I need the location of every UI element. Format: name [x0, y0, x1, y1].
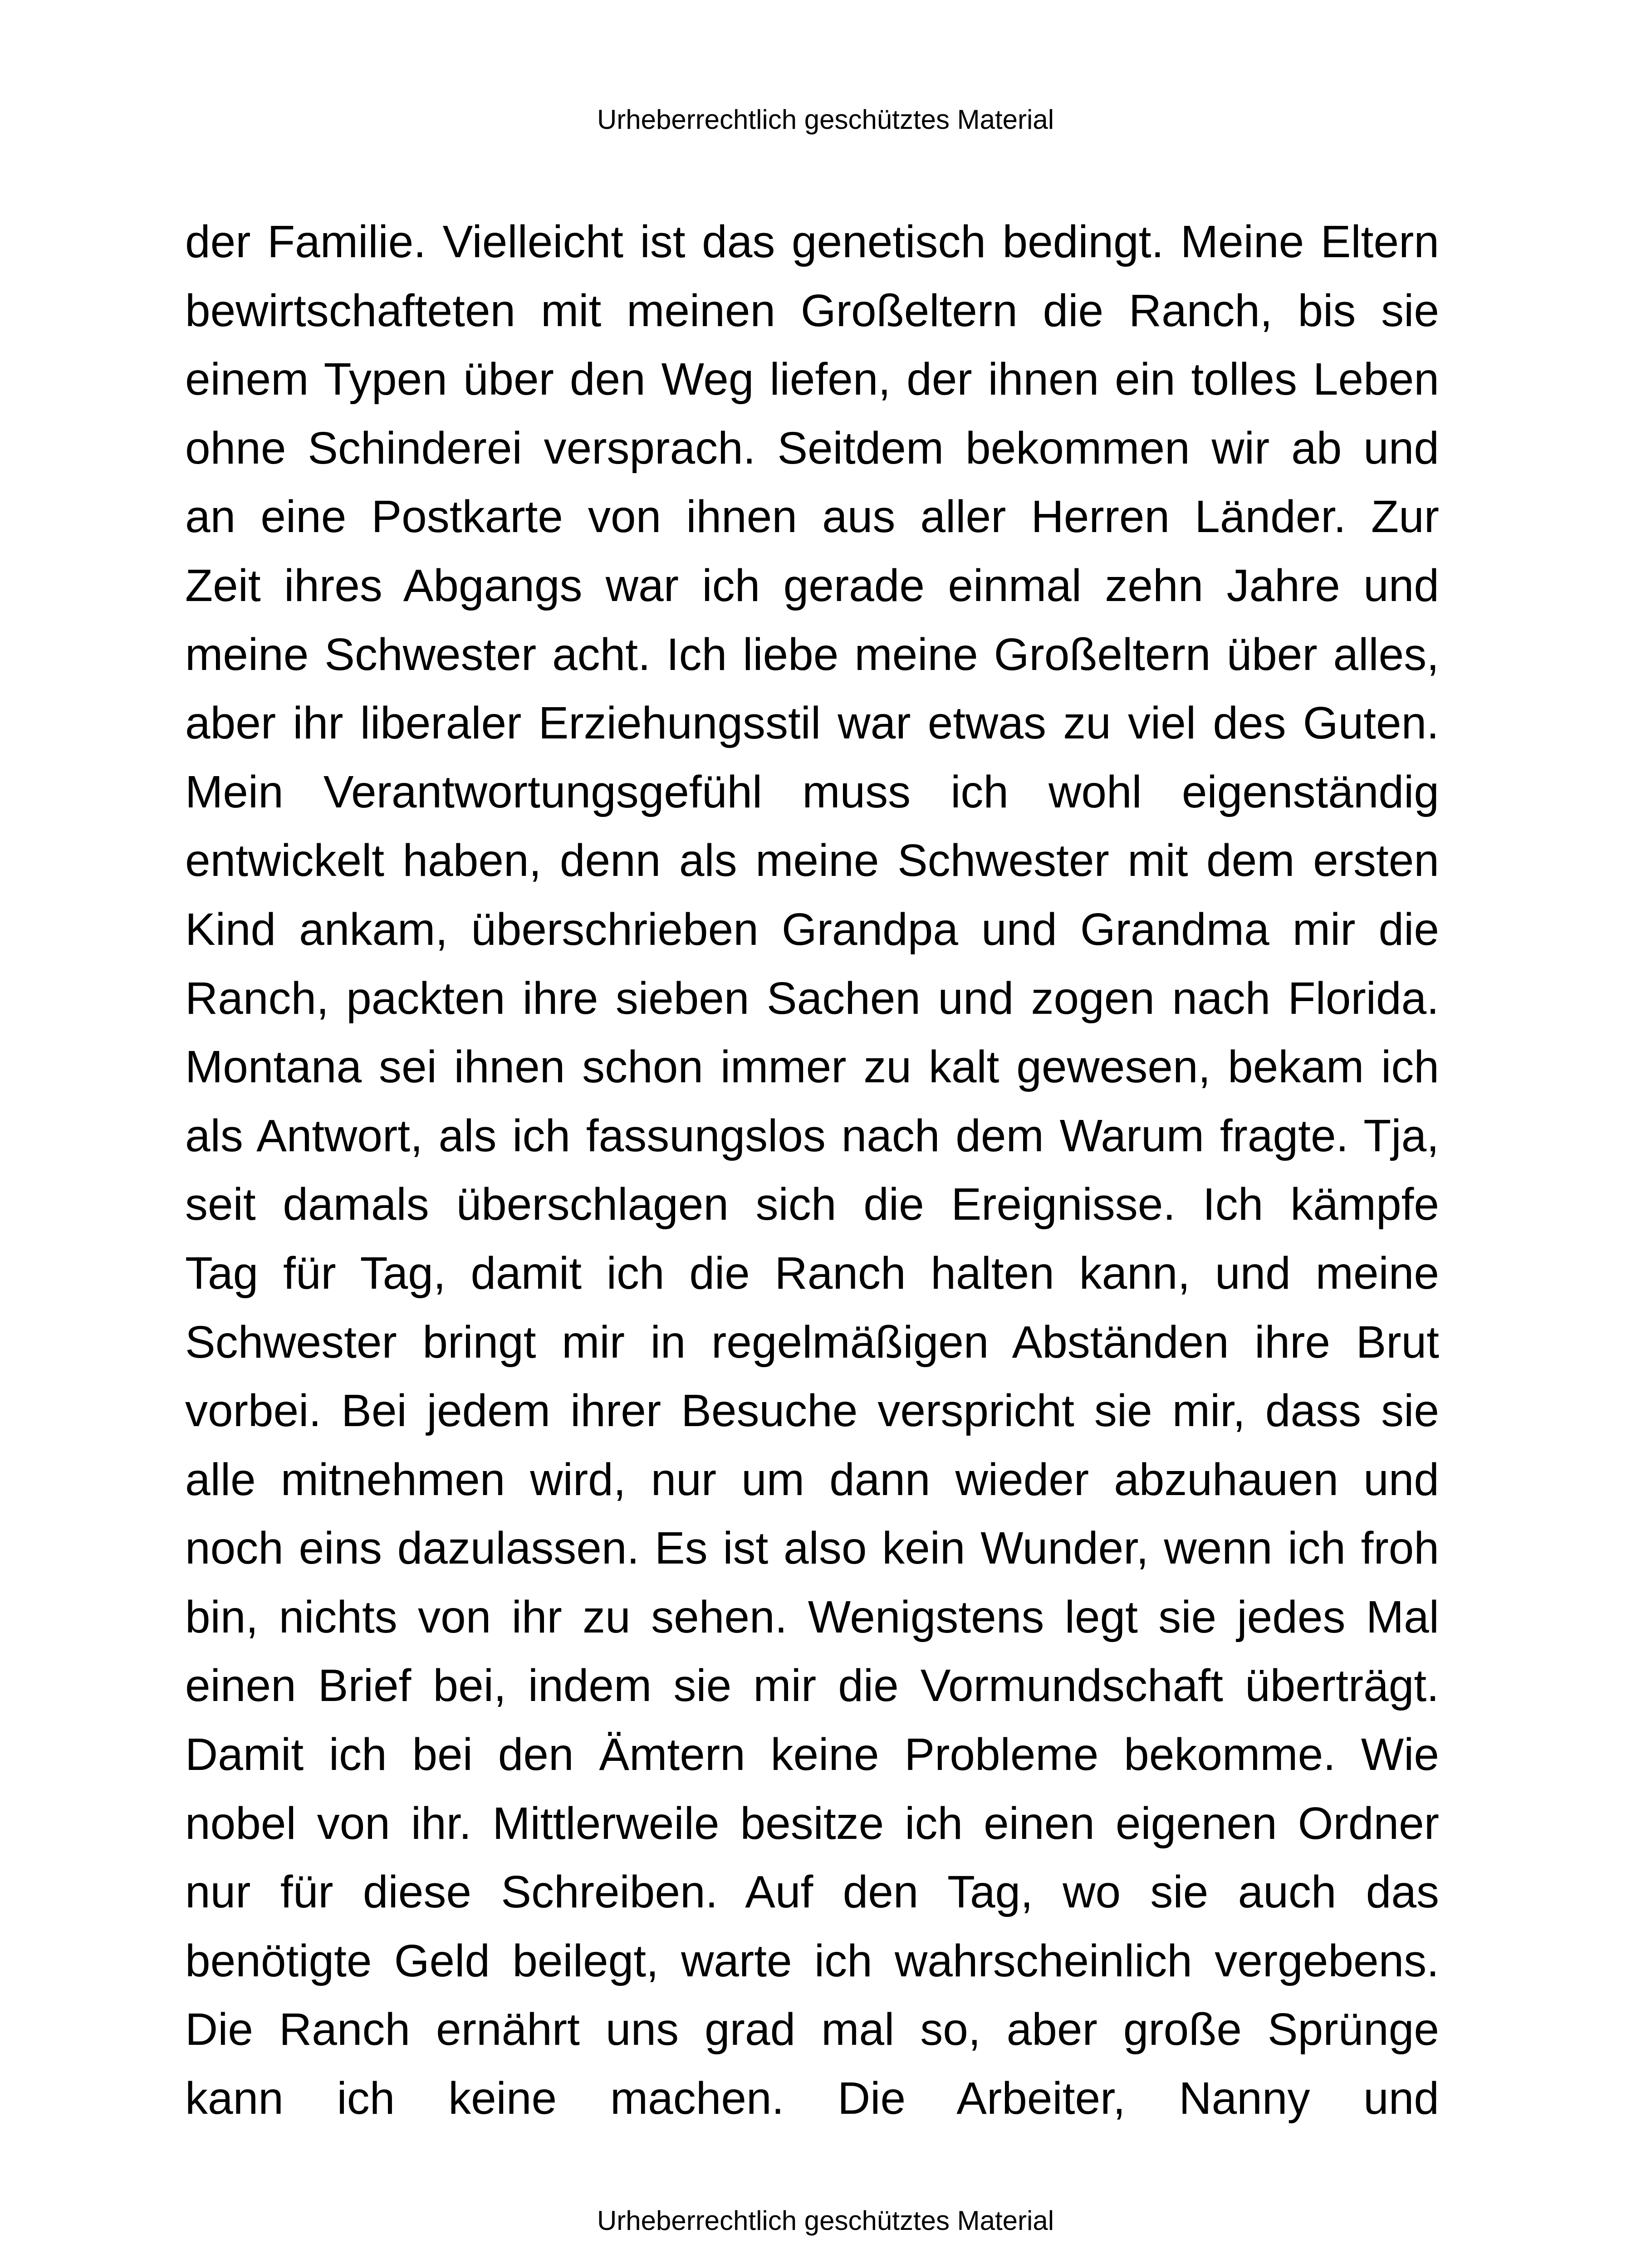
text-line: ohne Schinderei versprach. Seitdem bekommen wir ab und: [185, 422, 1439, 474]
text-line: Zeit ihres Abgangs war ich gerade einmal zehn Jahre und: [185, 560, 1439, 611]
text-line: an eine Postkarte von ihnen aus aller Herren Länder. Zur: [185, 491, 1439, 543]
text-line: einen Brief bei, indem sie mir die Vormundschaft überträgt.: [185, 1660, 1439, 1711]
text-line: Tag für Tag, damit ich die Ranch halten kann, und meine: [185, 1247, 1439, 1299]
text-line: noch eins dazulassen. Es ist also kein Wunder, wenn ich froh: [185, 1523, 1439, 1574]
page-body-text: [185, 216, 1439, 2142]
text-line: bin, nichts von ihr zu sehen. Wenigstens legt sie jedes Mal: [185, 1591, 1439, 1642]
text-line: alle mitnehmen wird, nur um dann wieder abzuhauen und: [185, 1454, 1439, 1505]
text-line: entwickelt haben, denn als meine Schwester mit dem ersten: [185, 835, 1439, 886]
text-line: nobel von ihr. Mittlerweile besitze ich einen eigenen Ordner: [185, 1798, 1439, 1849]
text-line: Kind ankam, überschrieben Grandpa und Grandma mir die: [185, 904, 1439, 955]
copyright-notice-header: Urheberrechtlich geschütztes Material: [597, 104, 1054, 135]
text-line: als Antwort, als ich fassungslos nach dem Warum fragte. Tja,: [185, 1110, 1439, 1161]
text-line: der Familie. Vielleicht ist das genetisch bedingt. Meine Eltern: [185, 216, 1439, 267]
text-line: vorbei. Bei jedem ihrer Besuche verspricht sie mir, dass sie: [185, 1385, 1439, 1437]
text-line: Die Ranch ernährt uns grad mal so, aber große Sprünge: [185, 2004, 1439, 2055]
text-line: Schwester bringt mir in regelmäßigen Abständen ihre Brut: [185, 1316, 1439, 1368]
text-line: aber ihr liberaler Erziehungsstil war etwas zu viel des Guten.: [185, 698, 1439, 749]
text-line: Damit ich bei den Ämtern keine Probleme bekomme. Wie: [185, 1729, 1439, 1780]
text-line: Mein Verantwortungsgefühl muss ich wohl eigenständig: [185, 766, 1439, 817]
text-line: Montana sei ihnen schon immer zu kalt gewesen, bekam ich: [185, 1041, 1439, 1093]
text-line: seit damals überschlagen sich die Ereignisse. Ich kämpfe: [185, 1179, 1439, 1230]
text-line: nur für diese Schreiben. Auf den Tag, wo sie auch das: [185, 1867, 1439, 1918]
text-line: Ranch, packten ihre sieben Sachen und zogen nach Florida.: [185, 973, 1439, 1024]
text-line: meine Schwester acht. Ich liebe meine Großeltern über alles,: [185, 629, 1439, 680]
text-line: kann ich keine machen. Die Arbeiter, Nanny und: [185, 2073, 1439, 2124]
text-line: benötigte Geld beilegt, warte ich wahrscheinlich vergebens.: [185, 1935, 1439, 1986]
copyright-notice-footer: Urheberrechtlich geschütztes Material: [597, 2205, 1054, 2236]
text-line: einem Typen über den Weg liefen, der ihnen ein tolles Leben: [185, 354, 1439, 405]
text-line: bewirtschafteten mit meinen Großeltern die Ranch, bis sie: [185, 285, 1439, 336]
